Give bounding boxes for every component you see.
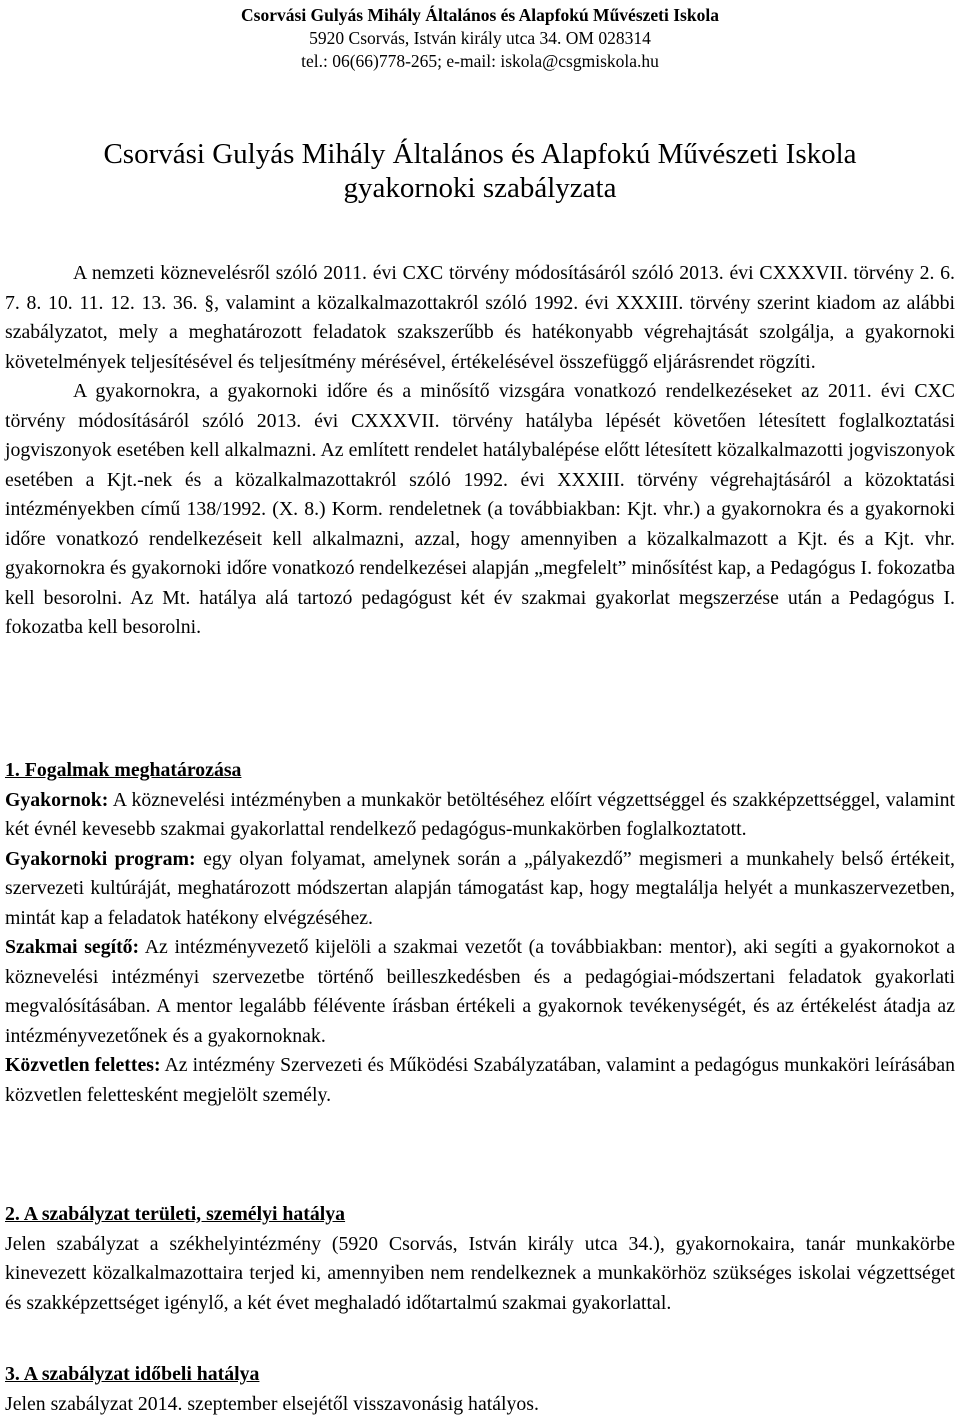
definition-text: Az intézmény Szervezeti és Működési Szabályzatában, valamint a pedagógus munkaköri leírásában közvetlen felettesként megjelölt személy. (5, 1054, 956, 1106)
definition-term: Gyakornoki program: (5, 847, 196, 870)
definition-term: Közvetlen felettes: (5, 1054, 161, 1076)
section-1-heading: 1. Fogalmak meghatározása (5, 759, 242, 781)
intro-paragraph-2: A gyakornokra, a gyakornoki időre és a minősítő vizsgára vonatkozó rendelkezéseket az 2011. évi CXC törvény módosításáról szóló 2013. évi CXXXVII. törvény hatályba lépését követően létesített foglalkoztatási jogviszonyok esetében kell alkalmazni. Az említett rendelet hatálybalépése előtt létesített közalkalmazotti jogviszonyok esetében a Kjt.-nek és a közalkalmazottakról szóló 1992. évi XXXIII. törvény végrehajtásáról a közoktatási intézményekben című 138/1992. (X. 8.) Korm. rendeletnek (a továbbiakban: Kjt. vhr.) a gyakornokra és a gyakornoki időre vonatkozó rendelkezéseit kell alkalmazni, azzal, hogy amennyiben a közalkalmazott a Kjt. és a Kjt. vhr. gyakornokra és gyakornoki időre vonatkozó rendelkezései alapján „megfelelt” minősítést kap, a Pedagógus I. fokozatba kell besorolni. Az Mt. hatálya alá tartozó pedagógust két év szakmai gyakorlat megszerzése után a Pedagógus I. fokozatba kell besorolni. (5, 380, 955, 638)
section-scope (5, 1200, 955, 1318)
section-2-heading: 2. A szabályzat területi, személyi hatálya (5, 1203, 346, 1225)
school-address: 5920 Csorvás, István király utca 34. OM 028314 (309, 28, 651, 48)
section-2-text: Jelen szabályzat a székhelyintézmény (5920 Csorvás, István király utca 34.), gyakornokaira, tanár munkakörbe kinevezett közalkalmazottaira terjed ki, amennyiben nem rendelkeznek a munkakörhöz szükséges iskolai végzettséget és szakképzettséget igénylő, a két évet meghaladó időtartalmú szakmai gyakorlattal. (5, 1232, 955, 1314)
section-definitions (5, 756, 955, 1110)
section-effective-date (5, 1360, 955, 1419)
school-contact: tel.: 06(66)778-265; e-mail: iskola@csgmiskola.hu (301, 51, 659, 71)
section-3-text: Jelen szabályzat 2014. szeptember elsejétől visszavonásig hatályos. (5, 1392, 539, 1415)
definition-term: Szakmai segítő: (5, 936, 140, 958)
school-name: Csorvási Gulyás Mihály Általános és Alapfokú Művészeti Iskola (241, 5, 719, 25)
letterhead (0, 4, 960, 73)
title-line-2: gyakornoki szabályzata (343, 172, 617, 204)
definition-text: Az intézményvezető kijelöli a szakmai vezetőt (a továbbiakban: mentor), aki segíti a gyakornokot a köznevelési intézményi szervezetbe történő beilleszkedésben és a pedagógiai-módszertani feladatok gyakorlati megvalósításában. A mentor legalább félévente írásban értékeli a gyakornok tevékenységét, és az értékelést átadja az intézményvezetőnek és a gyakornoknak. (5, 936, 955, 1047)
section-3-heading: 3. A szabályzat időbeli hatálya (5, 1363, 260, 1385)
definition-szakmai-segito (5, 933, 955, 1051)
definition-text: egy olyan folyamat, amelynek során a „pályakezdő” megismeri a munkahely belső értékeit, szervezeti kultúráját, meghatározott módszertan alapján támogatást kap, hogy megtalálja helyét a munkaszervezetben, mintát kap a feladatok hatékony elvégzéséhez. (5, 847, 956, 929)
definition-term: Gyakornok: (5, 788, 109, 811)
definition-gyakornoki-program (5, 845, 955, 934)
definition-text: A köznevelési intézményben a munkakör betöltéséhez előírt végzettséggel és szakképzettséggel, valamint két évnél kevesebb szakmai gyakorlattal rendelkező pedagógus-munkakörben foglalkoztatott. (5, 788, 955, 840)
document-title (0, 137, 960, 205)
intro-paragraph-1: A nemzeti köznevelésről szóló 2011. évi CXC törvény módosításáról szóló 2013. évi CXXXVII. törvény 2. 6. 7. 8. 10. 11. 12. 13. 36. §, valamint a közalkalmazottakról szóló 1992. évi XXXIII. törvény szerint kiadom az alábbi szabályzatot, mely a meghatározott feladatok szakszerűbb és hatékonyabb végrehajtását szolgálja, a gyakornoki követelmények teljesítésével és teljesítmény mérésével, értékelésével összefüggő eljárásrendet rögzíti. (5, 262, 955, 373)
intro-section (5, 259, 955, 643)
title-line-1: Csorvási Gulyás Mihály Általános és Alapfokú Művészeti Iskola (103, 138, 857, 170)
definition-kozvetlen-felettes (5, 1051, 955, 1110)
definition-gyakornok (5, 786, 955, 845)
